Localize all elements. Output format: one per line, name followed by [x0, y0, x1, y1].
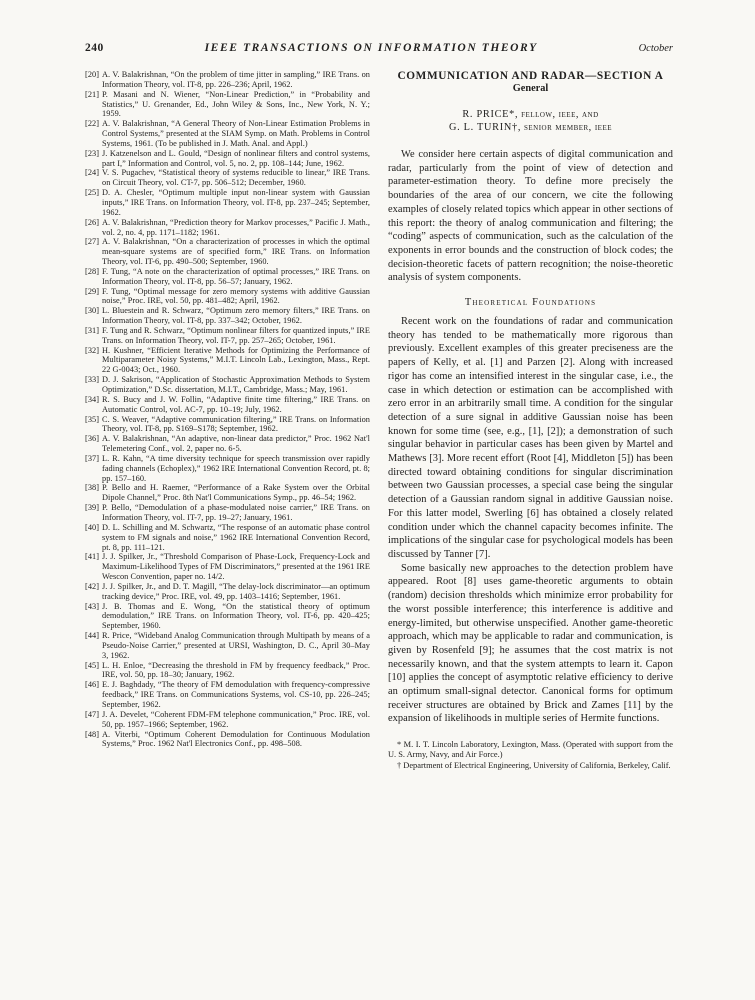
reference-number: [42] [85, 581, 100, 591]
reference-number: [27] [85, 237, 100, 247]
reference-item [85, 237, 370, 267]
reference-number: [39] [85, 503, 100, 513]
reference-item [85, 90, 370, 120]
footnote: † Department of Electrical Engineering, University of California, Berkeley, Calif. [397, 760, 671, 770]
author-name: G. L. TURIN† [448, 122, 518, 133]
intro-text [388, 148, 673, 285]
reference-number: [24] [85, 168, 100, 178]
reference-item [85, 631, 370, 661]
references-list [85, 70, 370, 749]
reference-item [85, 267, 370, 287]
reference-number: [45] [85, 660, 100, 670]
reference-text: R. Price, “Wideband Analog Communication through Multipath by means of a Pseudo-Noise Carrier,” presented at URSI, Washington, D. C., April 30–May 3, 1962. [102, 631, 370, 660]
author-line [388, 121, 673, 134]
author-name: R. PRICE* [462, 109, 515, 120]
reference-text: J. A. Develet, “Coherent FDM-FM telephone communication,” Proc. IRE, vol. 50, pp. 1957–1966; September, 1962. [102, 709, 370, 729]
reference-text: A. Viterbi, “Optimum Coherent Demodulation for Continuous Modulation Systems,” Proc. 1962 Nat'l Electronics Conf., pp. 498–508. [102, 729, 370, 749]
reference-text: C. S. Weaver, “Adaptive communication filtering,” IRE Trans. on Information Theory, vol. IT-8, pp. S169–S178; September, 1962. [102, 414, 370, 434]
reference-number: [28] [85, 266, 100, 276]
reference-item [85, 483, 370, 503]
reference-number: [30] [85, 306, 100, 316]
page-number: 240 [85, 42, 104, 54]
author-block [388, 108, 673, 134]
reference-text: A. V. Balakrishnan, “On a characterization of processes in which the optimal mean-square systems are of specified form,” IRE Trans. on Information Theory, vol. IT-6, pp. 490–500; September, 1960. [102, 237, 370, 267]
reference-number: [21] [85, 89, 100, 99]
reference-number: [37] [85, 453, 100, 463]
reference-number: [38] [85, 483, 100, 493]
reference-number: [22] [85, 119, 100, 129]
reference-number: [25] [85, 188, 100, 198]
reference-number: [34] [85, 394, 100, 404]
reference-item [85, 503, 370, 523]
reference-item [85, 680, 370, 710]
reference-text: A. V. Balakrishnan, “Prediction theory for Markov processes,” Pacific J. Math., vol. 2, no. 4, pp. 1171–1182; 1961. [102, 217, 370, 237]
reference-text: J. J. Spilker, Jr., “Threshold Comparison of Phase-Lock, Frequency-Lock and Maximum-Likelihood Types of FM Discriminators,” presented at the 1961 IRE Wescon Convention, paper no. 14/2. [102, 552, 370, 582]
reference-text: E. J. Baghdady, “The theory of FM demodulation with frequency-compressive feedback,” IRE Trans. on Communications Systems, vol. CS-10, pp. 226–245; September, 1962. [102, 680, 370, 709]
article-subtitle: General [512, 83, 549, 94]
reference-item [85, 119, 370, 149]
author-role: , fellow, ieee, and [515, 109, 599, 120]
reference-number: [32] [85, 345, 100, 355]
reference-text: R. S. Bucy and J. W. Follin, “Adaptive finite time filtering,” IRE Trans. on Automatic Control, vol. AC-7, pp. 10–19; July, 1962. [102, 394, 370, 414]
reference-number: [33] [85, 375, 100, 385]
reference-number: [26] [85, 217, 100, 227]
reference-item [85, 710, 370, 730]
reference-item [85, 582, 370, 602]
section-heading: Theoretical Foundations [464, 297, 597, 309]
reference-text: P. Bello, “Demodulation of a phase-modulated noise carrier,” IRE Trans. on Information Theory, vol. IT-7, pp. 19–27; January, 1961. [102, 503, 370, 522]
reference-item [85, 188, 370, 218]
reference-item [85, 395, 370, 415]
reference-item [85, 306, 370, 326]
reference-item [85, 375, 370, 395]
two-column-layout [85, 70, 673, 771]
reference-text: V. S. Pugachev, “Statistical theory of systems reducible to linear,” IRE Trans. on Circuit Theory, vol. CT-7, pp. 506–512; December, 1960. [102, 168, 370, 188]
reference-text: L. Bluestein and R. Schwarz, “Optimum zero memory filters,” IRE Trans. on Information Theory, vol. IT-8, pp. 337–342; October, 1962. [102, 306, 370, 326]
reference-item [85, 661, 370, 681]
article-title: COMMUNICATION AND RADAR—SECTION A [397, 70, 664, 82]
reference-item [85, 168, 370, 188]
reference-item [85, 730, 370, 750]
reference-number: [44] [85, 631, 100, 641]
reference-number: [41] [85, 552, 100, 562]
reference-text: J. B. Thomas and E. Wong, “On the statistical theory of optimum demodulation,” IRE Trans. on Information Theory, vol. IT-6, pp. 420–425; September, 1960. [102, 601, 370, 631]
reference-text: L. H. Enloe, “Decreasing the threshold in FM by frequency feedback,” Proc. IRE, vol. 50, pp. 18–30; January, 1962. [102, 660, 370, 680]
reference-text: F. Tung, “A note on the characterization of optimal processes,” IRE Trans. on Information Theory, vol. IT-8, pp. 56–57; January, 1962. [102, 266, 370, 286]
paragraph: We consider here certain aspects of digital communication and radar, particularly from the point of view of detection and parameter-estimation theory. To define more precisely the boundaries of the area of our concern, we cite the following examples of closely related topics which appear in other sections of this report: the theory of analog communication and filtering; the “coding” aspects of communication, such as the calculation of the exponents in error bounds and the construction of block codes; the decision-theoretic facets of pattern recognition; the noise-theoretic analysis of system components. [388, 149, 673, 284]
reference-item [85, 287, 370, 307]
reference-number: [47] [85, 709, 100, 719]
reference-item [85, 149, 370, 169]
author-line [388, 108, 673, 121]
reference-text: J. Katzenelson and L. Gould, “Design of nonlinear filters and control systems, part I,” Information and Control, vol. 5, no. 2, pp. 108–144; June, 1962. [102, 148, 370, 168]
reference-text: A. V. Balakrishnan, “On the problem of time jitter in sampling,” IRE Trans. on Information Theory, vol. IT-8, pp. 226–236; April, 1962. [102, 70, 370, 89]
reference-text: P. Bello and H. Raemer, “Performance of a Rake System over the Orbital Dipole Channel,” Proc. 8th Nat'l Communications Symp., pp. 46–54; 1962. [102, 483, 370, 503]
reference-number: [36] [85, 434, 100, 444]
reference-number: [20] [85, 70, 100, 79]
reference-text: D. J. Sakrison, “Application of Stochastic Approximation Methods to System Optimization,” D.Sc. dissertation, M.I.T., Cambridge, Mass.; May, 1961. [102, 375, 370, 394]
footnote-block [388, 740, 673, 771]
reference-item [85, 346, 370, 376]
reference-text: J. J. Spilker, Jr., and D. T. Magill, “The delay-lock discriminator—an optimum tracking device,” Proc. IRE, vol. 49, pp. 1403–1416; September, 1961. [102, 581, 370, 601]
reference-number: [46] [85, 680, 100, 690]
reference-item [85, 70, 370, 90]
footnote: * M. I. T. Lincoln Laboratory, Lexington, Mass. (Operated with support from the U. S. Army, Navy, and Air Force.) [388, 740, 673, 760]
reference-text: F. Tung, “Optimal message for zero memory systems with additive Gaussian noise,” Proc. IRE, vol. 50, pp. 481–482; April, 1962. [102, 286, 370, 306]
section-text [388, 315, 673, 726]
reference-text: A. V. Balakrishnan, “An adaptive, non-linear data predictor,” Proc. 1962 Nat'l Telemetering Conf., vol. 2, paper no. 6-5. [102, 434, 370, 454]
reference-text: D. A. Chesler, “Optimum multiple input non-linear system with Gaussian inputs,” IRE Trans. on Information Theory, vol. IT-8, pp. 237–245; September, 1962. [102, 188, 370, 217]
reference-number: [31] [85, 325, 100, 335]
paragraph: Some basically new approaches to the detection problem have appeared. Root [8] uses game-theoretic arguments to obtain (random) decision thresholds which minimize error probability for the worst possible interference; this interference is additive and energy-limited, but otherwise unspecified. Another game-theoretic approach, which may be applicable to radar and communication, is given by Rosenfeld [9]; he assumes that the cost matrix is not necessarily known, and that the system attempts to learn it. Capon [10] applies the concept of asymptotic relative efficiency to derive an optimum small-signal detector. Canonical forms for optimum receiver structures are obtained by Brick and Zames [11] by the expansion of likelihoods in multiple series of Hermite functions. [388, 562, 673, 725]
reference-text: A. V. Balakrishnan, “A General Theory of Non-Linear Estimation Problems in Control Systems,” presented at the SIAM Symp. on Math. Problems in Control Systems, 1961. (To be published in J. Math. Anal. and Appl.) [102, 119, 370, 148]
reference-text: L. R. Kahn, “A time diversity technique for speech transmission over rapidly fading channels (Echoplex),” 1962 IRE International Convention Record, pt. 8; pp. 157–160. [102, 453, 370, 483]
article-column [388, 70, 673, 771]
reference-item [85, 434, 370, 454]
paragraph: Recent work on the foundations of radar and communication theory has tended to be mathematically more rigorous than previously. Excellent examples of this greater preciseness are the papers of Kelly, et al. [1] and Parzen [2]. Along with increased rigor has come an intensified interest in the singular case, i.e., the case in which detection or estimation can be accomplished with zero error in an arbitrarily small time. A condition for the singular detection of a sure signal in additive Gaussian noise has been known for some time (see, e.g., [1], [2]); a demonstration of such singular behavior in particular cases has been given by Martel and Mathews [3]. More recent effort (Root [4], Middleton [5]) has been directed toward obtaining conditions for singular discrimination between two Gaussian processes, a special case being the singular detection of a Gaussian random signal in additive Gaussian noise. For this latter model, Swerling [6] has obtained a closely related condition under which the channel capacity becomes infinite. The implications of the singular case for psychological models has been discussed by Tanner [7]. [388, 316, 673, 560]
page-header [85, 42, 673, 54]
reference-text: F. Tung and R. Schwarz, “Optimum nonlinear filters for quantized inputs,” IRE Trans. on Information Theory, vol. IT-7, pp. 257–265; October, 1961. [102, 325, 370, 345]
reference-number: [23] [85, 148, 100, 158]
reference-number: [48] [85, 729, 100, 739]
journal-title: IEEE TRANSACTIONS ON INFORMATION THEORY [204, 42, 538, 54]
reference-number: [29] [85, 286, 100, 296]
reference-item [85, 552, 370, 582]
reference-item [85, 218, 370, 238]
reference-number: [35] [85, 414, 100, 424]
reference-item [85, 454, 370, 484]
reference-text: D. L. Schilling and M. Schwartz, “The response of an automatic phase control system to FM signals and noise,” 1962 IRE International Convention Record, pt. 8, pp. 111–121. [102, 522, 370, 552]
references-column [85, 70, 370, 771]
reference-item [85, 602, 370, 632]
reference-number: [43] [85, 601, 100, 611]
reference-text: H. Kushner, “Efficient Iterative Methods for Optimizing the Performance of Multiparameter Noisy Systems,” M.I.T. Lincoln Lab., Lexington, Mass., Rept. 22 G-0043; Oct., 1960. [102, 345, 370, 375]
reference-item [85, 415, 370, 435]
reference-item [85, 326, 370, 346]
reference-number: [40] [85, 522, 100, 532]
reference-text: P. Masani and N. Wiener, “Non-Linear Prediction,” in “Probability and Statistics,” U. Grenander, Ed., John Wiley & Sons, Inc., New York, N. Y.; 1959. [102, 89, 370, 119]
reference-item [85, 523, 370, 553]
issue-month: October [638, 43, 673, 54]
author-role: , senior member, ieee [517, 122, 612, 133]
